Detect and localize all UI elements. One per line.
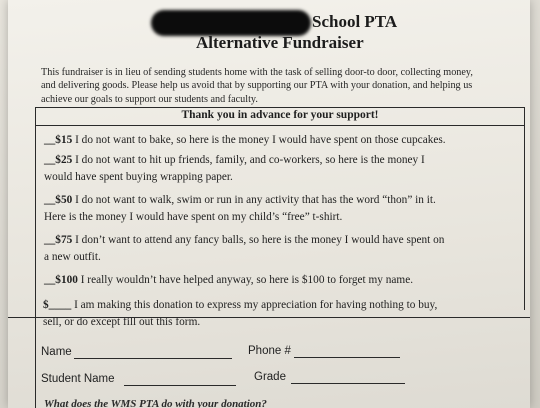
option-line: Here is the money I would have spent on my child’s “free” t-shirt. [44, 210, 343, 223]
option-line: a new outfit. [44, 250, 101, 263]
option-text: I do not want to walk, swim or run in any activity that has the word “thon” in it. [75, 194, 436, 206]
option-100 [44, 272, 514, 289]
title-school-pta: School PTA [312, 12, 398, 31]
option-amount: __$25 [44, 154, 73, 166]
option-amount: $____ [43, 299, 72, 311]
option-line [44, 272, 514, 289]
donation-options-box [35, 107, 525, 310]
student-name-label: Student Name [41, 373, 115, 385]
option-text: I do not want to bake, so here is the money I would have spent on those cupcakes. [75, 134, 446, 146]
option-amount: __$100 [44, 274, 78, 286]
option-amount: __$15 [44, 134, 73, 146]
option-line [43, 297, 523, 314]
option-line: would have spent buying wrapping paper. [44, 170, 233, 183]
option-line [44, 232, 514, 249]
option-text: I do not want to hit up friends, family, and co-workers, so here is the money I [75, 154, 425, 166]
intro-line: and delivering goods. Please help us avoid that by supporting our PTA with your donation, and helping us [41, 80, 473, 92]
fundraiser-sheet [8, 0, 530, 408]
intro-paragraph [41, 66, 521, 106]
option-amount: __$75 [44, 234, 73, 246]
thanks-divider [36, 125, 524, 126]
option-15 [44, 132, 514, 149]
option-25 [44, 152, 514, 185]
form-left-border [35, 308, 36, 408]
form-divider [8, 317, 530, 318]
option-line [44, 192, 514, 209]
option-line: sell, or do except fill out this form. [43, 315, 201, 328]
phone-line [294, 357, 400, 358]
option-50 [44, 192, 514, 225]
student-name-line [124, 385, 236, 386]
footer-question: What does the WMS PTA do with your donation? [44, 398, 267, 408]
name-label: Name [41, 346, 72, 358]
intro-line: achieve our goals to support our students and faculty. [41, 93, 258, 105]
option-custom [43, 297, 523, 330]
option-text: I don’t want to attend any fancy balls, so here is the money I would have spent on [75, 234, 445, 246]
name-line [74, 358, 232, 359]
option-line [44, 152, 514, 169]
option-75 [44, 232, 514, 265]
option-text: I really wouldn’t have helped anyway, so here is $100 to forget my name. [80, 274, 414, 286]
option-text: I am making this donation to express my appreciation for having nothing to buy, [74, 299, 438, 311]
grade-line [291, 383, 405, 384]
option-amount: __$50 [44, 194, 73, 206]
intro-line: This fundraiser is in lieu of sending students home with the task of selling door-to door, collecting money, [41, 67, 473, 78]
phone-label: Phone # [248, 345, 291, 357]
title-alternative-fundraiser: Alternative Fundraiser [196, 33, 364, 52]
thanks-heading: Thank you in advance for your support! [181, 109, 379, 121]
option-line [44, 132, 514, 149]
grade-label: Grade [254, 371, 286, 383]
